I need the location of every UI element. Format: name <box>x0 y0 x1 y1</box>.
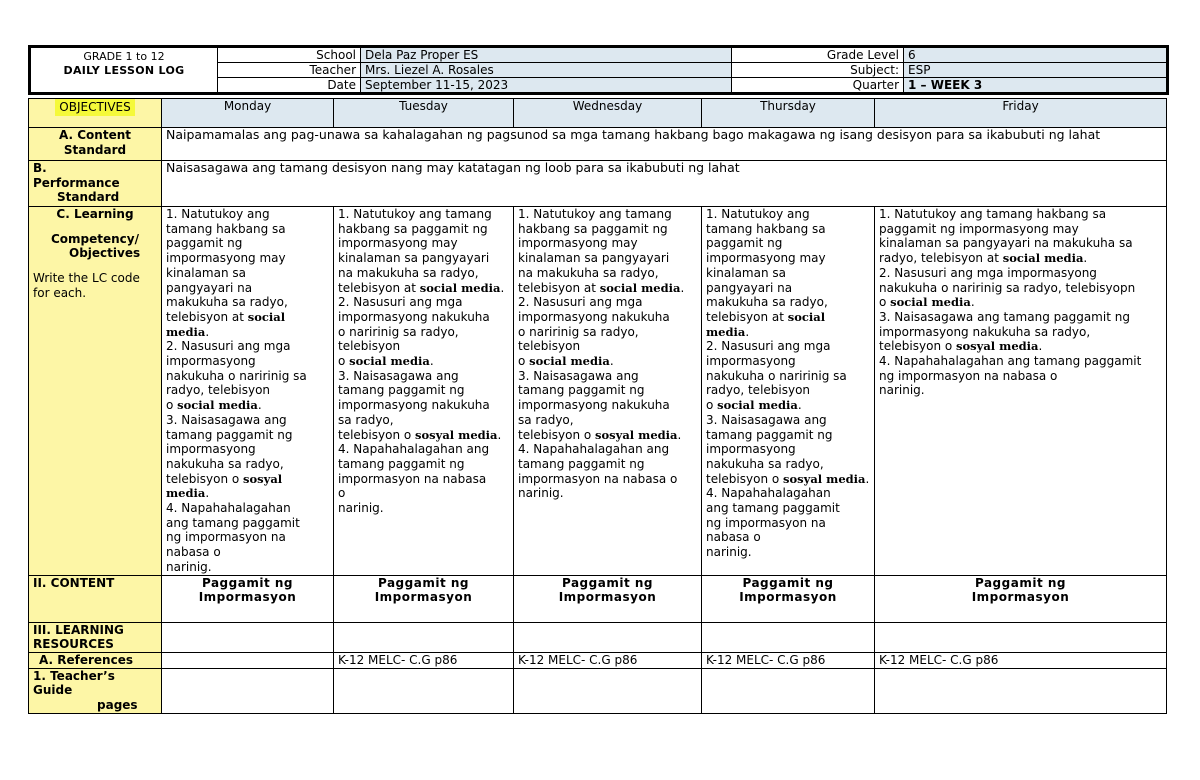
day-header-row <box>29 99 1167 128</box>
competency-text: . 3. Naisasagawa ang tamang paggamit ng impormasyong nakukuha sa radyo, telebisyon o <box>338 354 490 442</box>
references-friday[interactable]: K-12 MELC- C.G p86 <box>875 652 1167 668</box>
competency-text: . 2. Nasusuri ang mga impormasyong nakukuha o naririnig sa radyo, telebisyopn o <box>879 251 1136 310</box>
objectives-header <box>29 99 162 128</box>
performance-label-line3: Standard <box>57 190 120 205</box>
content-label: II. CONTENT <box>29 575 162 622</box>
social-media-term: sosyal media <box>595 427 678 442</box>
content-wednesday[interactable]: Paggamit ng Impormasyon <box>514 575 702 622</box>
competency-monday[interactable] <box>162 207 334 576</box>
grade-level-label: Grade Level <box>732 47 904 63</box>
social-media-term: social media <box>166 309 286 339</box>
competency-text: . 4. Napahahalagahan ang tamang paggamit ng impormasyon na nabasa o narinig. <box>518 427 682 501</box>
header-table <box>28 45 1169 95</box>
competency-text: . 4. Napahahalagahan ang tamang paggamit ng impormasyon na nabasa o narinig. <box>338 427 502 516</box>
competency-wednesday[interactable] <box>514 207 702 576</box>
quarter-label: Quarter <box>732 78 904 94</box>
log-title <box>30 47 218 94</box>
competency-thursday[interactable] <box>702 207 875 576</box>
resources-tuesday[interactable] <box>334 622 514 652</box>
performance-standard-row <box>29 161 1167 207</box>
tg-thursday[interactable] <box>702 668 875 713</box>
learning-competency-label <box>29 207 162 576</box>
resources-label-line2: RESOURCES <box>33 637 114 652</box>
references-label: A. References <box>29 652 162 668</box>
competency-tuesday[interactable] <box>334 207 514 576</box>
learning-label-line3: Objectives <box>69 246 141 261</box>
learning-label-line2: Competency/ <box>50 231 140 246</box>
tg-wednesday[interactable] <box>514 668 702 713</box>
objectives-label: OBJECTIVES <box>55 99 134 116</box>
learning-note: Write the LC code for each. <box>33 271 140 300</box>
social-media-term: social media <box>529 354 610 369</box>
competency-text: . 2. Nasusuri ang mga impormasyong nakukuha o naririnig sa radyo, telebisyon o <box>706 324 847 413</box>
references-monday[interactable] <box>162 652 334 668</box>
resources-wednesday[interactable] <box>514 622 702 652</box>
content-standard-row <box>29 128 1167 161</box>
social-media-term: social media <box>717 398 798 413</box>
performance-label-line2: Performance <box>33 175 120 190</box>
tg-label-line2: Guide <box>33 683 73 698</box>
competency-text: . 3. Naisasagawa ang tamang paggamit ng impormasyong nakukuha sa radyo, telebisyon o <box>706 398 833 486</box>
competency-text: 1. Natutukoy ang tamang hakbang sa paggamit ng impormasyong may kinalaman sa pangyayari na makukuha sa radyo, telebisyon at <box>706 207 828 324</box>
tg-monday[interactable] <box>162 668 334 713</box>
performance-label-line1: B. <box>33 161 47 175</box>
content-standard-text[interactable]: Naipamamalas ang pag-unawa sa kahalagahan ng pagsunod sa mga tamang hakbang bago makagawa ng isang desisyon para sa ikabubuti ng lahat <box>162 128 1167 161</box>
social-media-term: social media <box>1002 251 1084 266</box>
resources-label-line1: III. LEARNING <box>33 622 124 637</box>
references-row <box>29 652 1167 668</box>
competency-friday[interactable] <box>875 207 1167 576</box>
resources-thursday[interactable] <box>702 622 875 652</box>
competency-text: 1. Natutukoy ang tamang hakbang sa paggamit ng impormasyong may kinalaman sa pangyayari na makukuha sa radyo, telebisyon at <box>338 207 492 295</box>
competency-text: 1. Natutukoy ang tamang hakbang sa paggamit ng impormasyong may kinalaman sa pangyayari na makukuha sa radyo, telebisyon at <box>518 207 672 295</box>
thursday-header: Thursday <box>702 99 875 128</box>
tg-label-line1: 1. Teacher’s <box>33 668 115 683</box>
competency-text: 1. Natutukoy ang tamang hakbang sa paggamit ng impormasyong may kinalaman sa pangyayari na makukuha sa radyo, telebisyon at <box>166 207 288 324</box>
lesson-table <box>28 98 1167 714</box>
social-media-term: sosyal media <box>166 471 283 501</box>
social-media-term: social media <box>419 280 501 295</box>
social-media-term: social media <box>177 398 258 413</box>
subject-label: Subject: <box>732 63 904 78</box>
teachers-guide-label <box>29 668 162 713</box>
social-media-term: sosyal media <box>415 427 498 442</box>
competency-text: . 4. Napahahalagahan ang tamang paggamit ng impormasyon na nabasa o narinig. <box>706 471 870 560</box>
social-media-term: sosyal media <box>956 339 1039 354</box>
content-row <box>29 575 1167 622</box>
school-label: School <box>218 47 361 63</box>
competency-text: . 2. Nasusuri ang mga impormasyong nakukuha o naririnig sa radyo, telebisyon o <box>518 280 685 369</box>
performance-standard-label <box>29 161 162 207</box>
social-media-term: social media <box>349 354 430 369</box>
tg-tuesday[interactable] <box>334 668 514 713</box>
friday-header: Friday <box>875 99 1167 128</box>
teachers-guide-row <box>29 668 1167 713</box>
content-standard-label-line2: Standard <box>63 142 127 157</box>
content-monday[interactable]: Paggamit ng Impormasyon <box>162 575 334 622</box>
resources-monday[interactable] <box>162 622 334 652</box>
daily-lesson-log-sheet <box>28 45 1166 714</box>
wednesday-header: Wednesday <box>514 99 702 128</box>
references-thursday[interactable]: K-12 MELC- C.G p86 <box>702 652 875 668</box>
quarter-value[interactable]: 1 – WEEK 3 <box>904 78 1168 94</box>
tg-label-line3: pages <box>97 698 138 713</box>
log-title-name: DAILY LESSON LOG <box>63 64 185 77</box>
references-tuesday[interactable]: K-12 MELC- C.G p86 <box>334 652 514 668</box>
competency-text: . 2. Nasusuri ang mga impormasyong nakukuha o naririnig sa radyo, telebisyon o <box>338 280 505 369</box>
learning-competency-row <box>29 207 1167 576</box>
log-title-grade: GRADE 1 to 12 <box>83 50 165 63</box>
social-media-term: social media <box>599 280 681 295</box>
tg-friday[interactable] <box>875 668 1167 713</box>
competency-text: . 3. Naisasagawa ang tamang paggamit ng impormasyong nakukuha sa radyo, telebisyon o <box>879 295 1130 354</box>
subject-value[interactable]: ESP <box>904 63 1168 78</box>
resources-friday[interactable] <box>875 622 1167 652</box>
learning-label-line1: C. Learning <box>56 207 134 221</box>
date-value[interactable]: September 11-15, 2023 <box>361 78 732 94</box>
content-friday[interactable]: Paggamit ng Impormasyon <box>875 575 1167 622</box>
performance-standard-text[interactable]: Naisasagawa ang tamang desisyon nang may katatagan ng loob para sa ikabubuti ng lahat <box>162 161 1167 207</box>
social-media-term: sosyal media <box>783 471 866 486</box>
teacher-value[interactable]: Mrs. Liezel A. Rosales <box>361 63 732 78</box>
content-standard-label <box>29 128 162 161</box>
learning-resources-row <box>29 622 1167 652</box>
references-wednesday[interactable]: K-12 MELC- C.G p86 <box>514 652 702 668</box>
grade-level-value[interactable]: 6 <box>904 47 1168 63</box>
competency-text: 1. Natutukoy ang tamang hakbang sa paggamit ng impormasyong may kinalaman sa pangyayari na makukuha sa radyo, telebisyon at <box>879 207 1133 266</box>
social-media-term: social media <box>890 295 971 310</box>
content-thursday[interactable]: Paggamit ng Impormasyon <box>702 575 875 622</box>
monday-header: Monday <box>162 99 334 128</box>
social-media-term: social media <box>706 309 826 339</box>
competency-text: . 3. Naisasagawa ang tamang paggamit ng impormasyong nakukuha sa radyo, telebisyon o <box>166 398 293 486</box>
competency-text: . 3. Naisasagawa ang tamang paggamit ng impormasyong nakukuha sa radyo, telebisyon o <box>518 354 670 442</box>
content-standard-label-line1: A. Content <box>59 128 131 142</box>
tuesday-header: Tuesday <box>334 99 514 128</box>
teacher-label: Teacher <box>218 63 361 78</box>
competency-text: . 2. Nasusuri ang mga impormasyong nakukuha o naririnig sa radyo, telebisyon o <box>166 324 307 413</box>
school-value[interactable]: Dela Paz Proper ES <box>361 47 732 63</box>
competency-text: . 4. Napahahalagahan ang tamang paggamit ng impormasyon na nabasa o narinig. <box>166 486 300 574</box>
date-label: Date <box>218 78 361 94</box>
competency-text: . 4. Napahahalagahan ang tamang paggamit ng impormasyon na nabasa o narinig. <box>879 339 1142 398</box>
content-tuesday[interactable]: Paggamit ng Impormasyon <box>334 575 514 622</box>
learning-resources-label <box>29 622 162 652</box>
